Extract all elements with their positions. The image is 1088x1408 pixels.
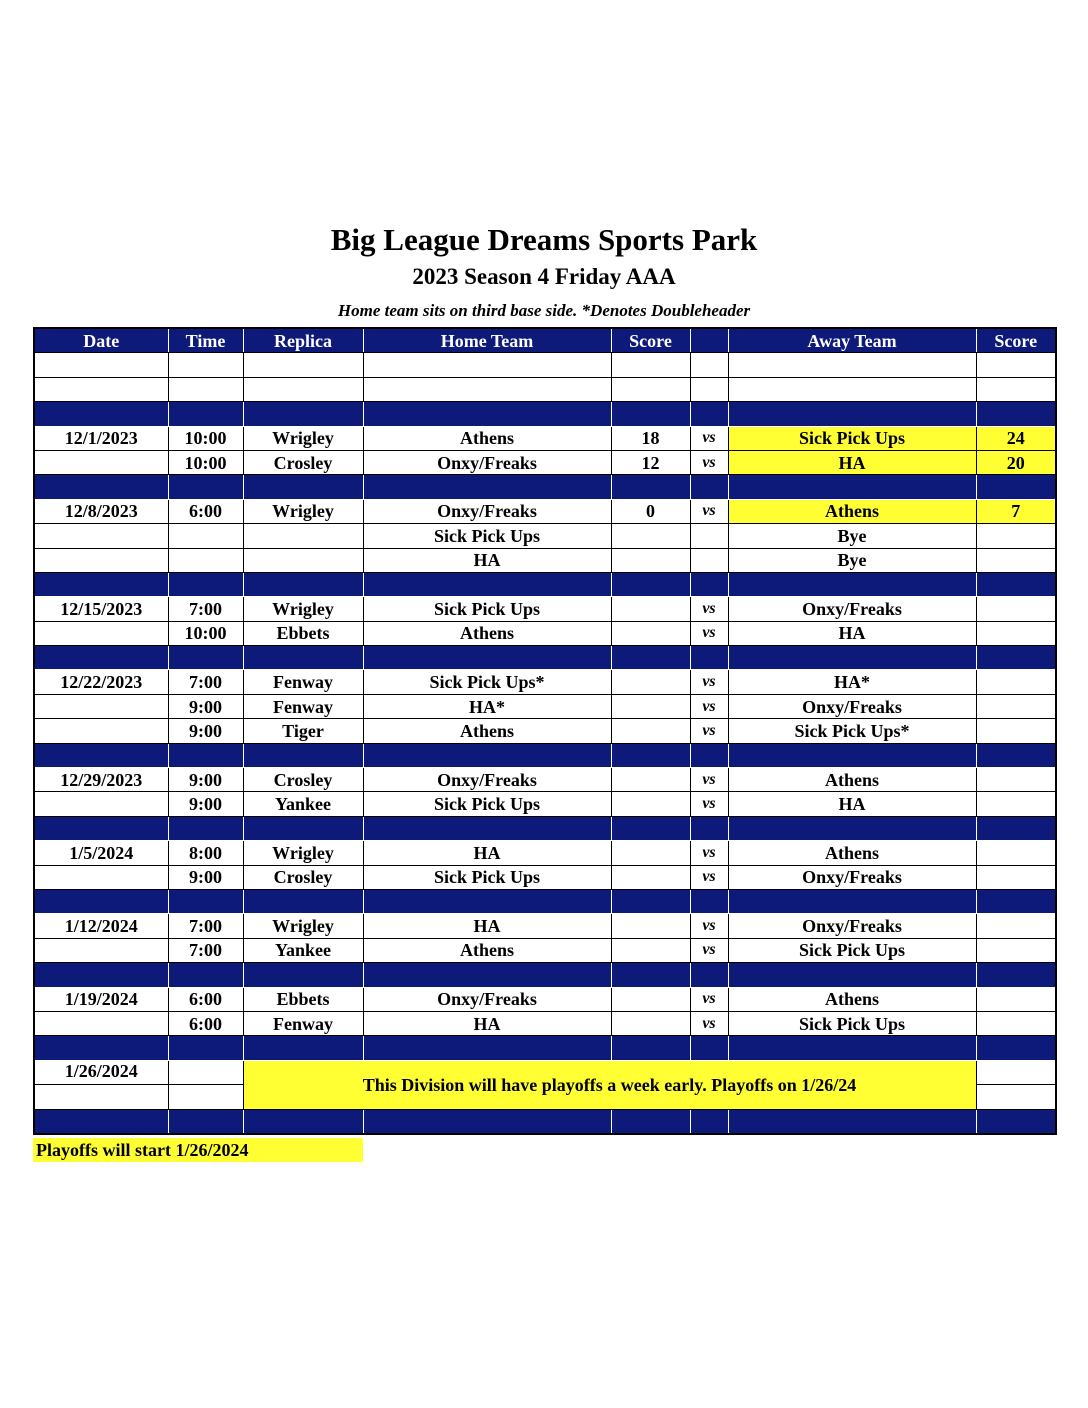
separator-cell <box>611 889 690 913</box>
col-header-away-team: Away Team <box>728 328 976 353</box>
away-score-cell <box>976 597 1056 621</box>
game-row <box>34 1011 1056 1035</box>
blank-cell <box>728 377 976 401</box>
date-cell: 1/26/2024 <box>34 1060 168 1084</box>
away-team-cell: Athens <box>728 841 976 865</box>
header-row <box>34 328 1056 353</box>
separator-cell <box>611 816 690 840</box>
time-cell: 6:00 <box>168 499 243 523</box>
time-cell: 6:00 <box>168 1011 243 1035</box>
replica-cell: Wrigley <box>243 914 363 938</box>
separator-row <box>34 963 1056 987</box>
separator-cell <box>611 572 690 596</box>
home-team-cell: Athens <box>363 719 611 743</box>
schedule-table <box>33 327 1057 1135</box>
blank-row <box>34 353 1056 377</box>
vs-cell: vs <box>690 670 728 694</box>
game-row <box>34 621 1056 645</box>
blank-cell <box>690 353 728 377</box>
blank-cell <box>363 377 611 401</box>
game-row <box>34 865 1056 889</box>
separator-cell <box>363 963 611 987</box>
separator-row <box>34 816 1056 840</box>
separator-cell <box>728 816 976 840</box>
separator-cell <box>34 402 168 426</box>
blank-cell <box>168 353 243 377</box>
away-score-cell <box>976 1085 1056 1109</box>
separator-cell <box>243 889 363 913</box>
home-score-cell: 18 <box>611 426 690 450</box>
home-score-cell <box>611 768 690 792</box>
blank-row <box>34 377 1056 401</box>
col-header-vs <box>690 328 728 353</box>
blank-cell <box>243 377 363 401</box>
game-row <box>34 841 1056 865</box>
home-team-cell: HA <box>363 548 611 572</box>
separator-cell <box>690 743 728 767</box>
replica-cell: Wrigley <box>243 499 363 523</box>
vs-cell: vs <box>690 719 728 743</box>
replica-cell: Fenway <box>243 670 363 694</box>
separator-cell <box>976 475 1056 499</box>
replica-cell: Ebbets <box>243 987 363 1011</box>
separator-cell <box>690 889 728 913</box>
separator-cell <box>34 1109 168 1134</box>
blank-cell <box>690 377 728 401</box>
time-cell <box>168 548 243 572</box>
vs-cell: vs <box>690 768 728 792</box>
home-score-cell <box>611 865 690 889</box>
away-team-cell: HA <box>728 792 976 816</box>
home-team-cell: HA <box>363 914 611 938</box>
date-cell: 12/8/2023 <box>34 499 168 523</box>
away-score-cell <box>976 524 1056 548</box>
away-score-cell <box>976 621 1056 645</box>
separator-cell <box>363 889 611 913</box>
separator-cell <box>168 646 243 670</box>
date-cell <box>34 719 168 743</box>
separator-cell <box>363 743 611 767</box>
separator-cell <box>168 1109 243 1134</box>
away-score-cell: 20 <box>976 450 1056 474</box>
separator-cell <box>243 402 363 426</box>
away-team-cell: Bye <box>728 548 976 572</box>
away-score-cell <box>976 548 1056 572</box>
time-cell: 10:00 <box>168 426 243 450</box>
separator-cell <box>243 572 363 596</box>
time-cell: 7:00 <box>168 914 243 938</box>
time-cell: 10:00 <box>168 450 243 474</box>
schedule-body <box>34 353 1056 1134</box>
separator-row <box>34 572 1056 596</box>
vs-cell: vs <box>690 841 728 865</box>
vs-cell <box>690 524 728 548</box>
home-team-cell: HA* <box>363 694 611 718</box>
home-team-cell: Athens <box>363 426 611 450</box>
blank-cell <box>976 377 1056 401</box>
home-team-cell: Athens <box>363 621 611 645</box>
home-team-cell: Sick Pick Ups <box>363 865 611 889</box>
home-score-cell <box>611 694 690 718</box>
blank-cell <box>611 377 690 401</box>
date-cell: 12/22/2023 <box>34 670 168 694</box>
separator-cell <box>611 743 690 767</box>
separator-cell <box>243 816 363 840</box>
away-team-cell: HA <box>728 621 976 645</box>
away-team-cell: Athens <box>728 499 976 523</box>
away-score-cell <box>976 768 1056 792</box>
away-score-cell <box>976 1011 1056 1035</box>
away-team-cell: Sick Pick Ups <box>728 1011 976 1035</box>
separator-cell <box>34 475 168 499</box>
vs-cell: vs <box>690 597 728 621</box>
vs-cell: vs <box>690 1011 728 1035</box>
separator-cell <box>611 475 690 499</box>
home-score-cell <box>611 548 690 572</box>
separator-cell <box>363 1109 611 1134</box>
separator-cell <box>976 646 1056 670</box>
home-team-cell: Onxy/Freaks <box>363 768 611 792</box>
game-row <box>34 499 1056 523</box>
separator-row <box>34 889 1056 913</box>
time-cell: 8:00 <box>168 841 243 865</box>
vs-cell: vs <box>690 914 728 938</box>
away-team-cell: Athens <box>728 987 976 1011</box>
separator-cell <box>690 402 728 426</box>
separator-cell <box>728 572 976 596</box>
separator-cell <box>976 816 1056 840</box>
time-cell: 9:00 <box>168 768 243 792</box>
time-cell: 9:00 <box>168 865 243 889</box>
away-score-cell <box>976 987 1056 1011</box>
away-team-cell: HA* <box>728 670 976 694</box>
game-row <box>34 670 1056 694</box>
away-score-cell <box>976 670 1056 694</box>
separator-cell <box>34 816 168 840</box>
separator-cell <box>976 889 1056 913</box>
home-score-cell <box>611 670 690 694</box>
date-cell <box>34 1085 168 1109</box>
separator-cell <box>34 1036 168 1060</box>
date-cell <box>34 792 168 816</box>
away-score-cell <box>976 914 1056 938</box>
col-header-replica: Replica <box>243 328 363 353</box>
blank-cell <box>34 353 168 377</box>
game-row <box>34 914 1056 938</box>
home-team-cell: Sick Pick Ups <box>363 524 611 548</box>
home-team-cell: Onxy/Freaks <box>363 499 611 523</box>
blank-cell <box>34 377 168 401</box>
playoffs-notice-row <box>34 1060 1056 1084</box>
separator-cell <box>363 646 611 670</box>
separator-cell <box>243 1036 363 1060</box>
separator-cell <box>976 963 1056 987</box>
time-cell: 7:00 <box>168 938 243 962</box>
separator-row <box>34 646 1056 670</box>
home-score-cell: 12 <box>611 450 690 474</box>
separator-cell <box>611 963 690 987</box>
game-row <box>34 597 1056 621</box>
home-score-cell <box>611 914 690 938</box>
replica-cell <box>243 548 363 572</box>
replica-cell: Yankee <box>243 938 363 962</box>
away-team-cell: Athens <box>728 768 976 792</box>
date-cell <box>34 938 168 962</box>
time-cell: 7:00 <box>168 670 243 694</box>
date-cell: 12/15/2023 <box>34 597 168 621</box>
separator-cell <box>728 1036 976 1060</box>
vs-cell: vs <box>690 694 728 718</box>
separator-cell <box>243 963 363 987</box>
home-team-cell: Onxy/Freaks <box>363 450 611 474</box>
page-subtitle: 2023 Season 4 Friday AAA <box>412 264 676 289</box>
date-cell <box>34 1011 168 1035</box>
time-cell <box>168 524 243 548</box>
vs-cell: vs <box>690 865 728 889</box>
separator-cell <box>363 475 611 499</box>
game-row <box>34 719 1056 743</box>
blank-cell <box>728 353 976 377</box>
game-row <box>34 524 1056 548</box>
blank-cell <box>611 353 690 377</box>
game-row <box>34 426 1056 450</box>
date-cell: 1/12/2024 <box>34 914 168 938</box>
separator-cell <box>363 402 611 426</box>
playoffs-note: Playoffs will start 1/26/2024 <box>33 1138 363 1162</box>
separator-cell <box>168 889 243 913</box>
away-team-cell: Onxy/Freaks <box>728 597 976 621</box>
away-score-cell <box>976 1060 1056 1084</box>
vs-cell: vs <box>690 426 728 450</box>
replica-cell <box>243 524 363 548</box>
blank-cell <box>976 353 1056 377</box>
date-cell: 12/29/2023 <box>34 768 168 792</box>
separator-cell <box>690 1109 728 1134</box>
separator-cell <box>243 646 363 670</box>
vs-cell <box>690 548 728 572</box>
time-cell: 7:00 <box>168 597 243 621</box>
vs-cell: vs <box>690 938 728 962</box>
date-cell <box>34 548 168 572</box>
game-row <box>34 792 1056 816</box>
separator-cell <box>168 402 243 426</box>
home-score-cell <box>611 719 690 743</box>
replica-cell: Crosley <box>243 865 363 889</box>
separator-cell <box>363 572 611 596</box>
home-score-cell <box>611 792 690 816</box>
separator-cell <box>690 475 728 499</box>
separator-cell <box>690 646 728 670</box>
date-cell <box>34 524 168 548</box>
home-team-cell: Onxy/Freaks <box>363 987 611 1011</box>
separator-cell <box>168 475 243 499</box>
away-score-cell: 7 <box>976 499 1056 523</box>
separator-cell <box>34 572 168 596</box>
separator-cell <box>728 646 976 670</box>
separator-cell <box>728 475 976 499</box>
away-team-cell: Sick Pick Ups* <box>728 719 976 743</box>
vs-cell: vs <box>690 499 728 523</box>
separator-cell <box>34 743 168 767</box>
game-row <box>34 450 1056 474</box>
separator-cell <box>976 1036 1056 1060</box>
separator-cell <box>728 1109 976 1134</box>
separator-cell <box>690 963 728 987</box>
home-score-cell: 0 <box>611 499 690 523</box>
col-header-date: Date <box>34 328 168 353</box>
separator-cell <box>168 743 243 767</box>
away-score-cell: 24 <box>976 426 1056 450</box>
replica-cell: Crosley <box>243 768 363 792</box>
home-score-cell <box>611 841 690 865</box>
separator-row <box>34 1036 1056 1060</box>
away-team-cell: Onxy/Freaks <box>728 914 976 938</box>
home-score-cell <box>611 938 690 962</box>
separator-cell <box>34 646 168 670</box>
home-team-cell: Athens <box>363 938 611 962</box>
separator-cell <box>976 402 1056 426</box>
separator-cell <box>728 889 976 913</box>
col-header-home-score: Score <box>611 328 690 353</box>
home-score-cell <box>611 1011 690 1035</box>
home-team-cell: Sick Pick Ups <box>363 792 611 816</box>
separator-cell <box>34 889 168 913</box>
separator-cell <box>728 963 976 987</box>
game-row <box>34 987 1056 1011</box>
game-row <box>34 768 1056 792</box>
replica-cell: Wrigley <box>243 426 363 450</box>
vs-cell: vs <box>690 450 728 474</box>
home-score-cell <box>611 987 690 1011</box>
separator-row <box>34 743 1056 767</box>
blank-cell <box>363 353 611 377</box>
home-team-cell: Sick Pick Ups <box>363 597 611 621</box>
separator-cell <box>611 402 690 426</box>
date-cell: 12/1/2023 <box>34 426 168 450</box>
separator-cell <box>690 1036 728 1060</box>
separator-row <box>34 402 1056 426</box>
page-title: Big League Dreams Sports Park <box>330 222 758 257</box>
away-score-cell <box>976 841 1056 865</box>
away-team-cell: HA <box>728 450 976 474</box>
schedule-note: Home team sits on third base side. *Denotes Doubleheader <box>337 301 751 320</box>
separator-cell <box>168 963 243 987</box>
time-cell: 6:00 <box>168 987 243 1011</box>
col-header-away-score: Score <box>976 328 1056 353</box>
vs-cell: vs <box>690 621 728 645</box>
replica-cell: Fenway <box>243 1011 363 1035</box>
separator-cell <box>976 572 1056 596</box>
separator-cell <box>363 816 611 840</box>
away-team-cell: Onxy/Freaks <box>728 694 976 718</box>
time-cell <box>168 1085 243 1109</box>
date-cell <box>34 694 168 718</box>
home-score-cell <box>611 524 690 548</box>
col-header-time: Time <box>168 328 243 353</box>
separator-cell <box>728 402 976 426</box>
away-score-cell <box>976 865 1056 889</box>
replica-cell: Yankee <box>243 792 363 816</box>
separator-cell <box>363 1036 611 1060</box>
time-cell: 9:00 <box>168 719 243 743</box>
vs-cell: vs <box>690 987 728 1011</box>
replica-cell: Wrigley <box>243 597 363 621</box>
home-team-cell: Sick Pick Ups* <box>363 670 611 694</box>
replica-cell: Tiger <box>243 719 363 743</box>
game-row <box>34 548 1056 572</box>
separator-cell <box>168 1036 243 1060</box>
away-score-cell <box>976 938 1056 962</box>
home-score-cell <box>611 597 690 621</box>
away-team-cell: Bye <box>728 524 976 548</box>
separator-cell <box>690 572 728 596</box>
separator-cell <box>168 816 243 840</box>
separator-cell <box>243 1109 363 1134</box>
game-row <box>34 694 1056 718</box>
date-cell <box>34 450 168 474</box>
separator-cell <box>728 743 976 767</box>
separator-cell <box>168 572 243 596</box>
separator-cell <box>243 743 363 767</box>
separator-cell <box>611 1109 690 1134</box>
date-cell <box>34 621 168 645</box>
replica-cell: Wrigley <box>243 841 363 865</box>
replica-cell: Crosley <box>243 450 363 474</box>
separator-cell <box>976 1109 1056 1134</box>
time-cell: 10:00 <box>168 621 243 645</box>
away-score-cell <box>976 792 1056 816</box>
time-cell: 9:00 <box>168 694 243 718</box>
away-score-cell <box>976 694 1056 718</box>
separator-cell <box>243 475 363 499</box>
away-team-cell: Sick Pick Ups <box>728 938 976 962</box>
blank-cell <box>243 353 363 377</box>
date-cell <box>34 865 168 889</box>
playoffs-notice: This Division will have playoffs a week early. Playoffs on 1/26/24 <box>243 1060 976 1109</box>
home-team-cell: HA <box>363 841 611 865</box>
separator-row <box>34 1109 1056 1134</box>
separator-row <box>34 475 1056 499</box>
date-cell: 1/5/2024 <box>34 841 168 865</box>
separator-cell <box>611 1036 690 1060</box>
vs-cell: vs <box>690 792 728 816</box>
away-team-cell: Sick Pick Ups <box>728 426 976 450</box>
game-row <box>34 938 1056 962</box>
time-cell: 9:00 <box>168 792 243 816</box>
home-team-cell: HA <box>363 1011 611 1035</box>
away-score-cell <box>976 719 1056 743</box>
separator-cell <box>976 743 1056 767</box>
col-header-home-team: Home Team <box>363 328 611 353</box>
blank-cell <box>168 377 243 401</box>
replica-cell: Fenway <box>243 694 363 718</box>
separator-cell <box>690 816 728 840</box>
time-cell <box>168 1060 243 1084</box>
away-team-cell: Onxy/Freaks <box>728 865 976 889</box>
replica-cell: Ebbets <box>243 621 363 645</box>
separator-cell <box>34 963 168 987</box>
date-cell: 1/19/2024 <box>34 987 168 1011</box>
separator-cell <box>611 646 690 670</box>
home-score-cell <box>611 621 690 645</box>
